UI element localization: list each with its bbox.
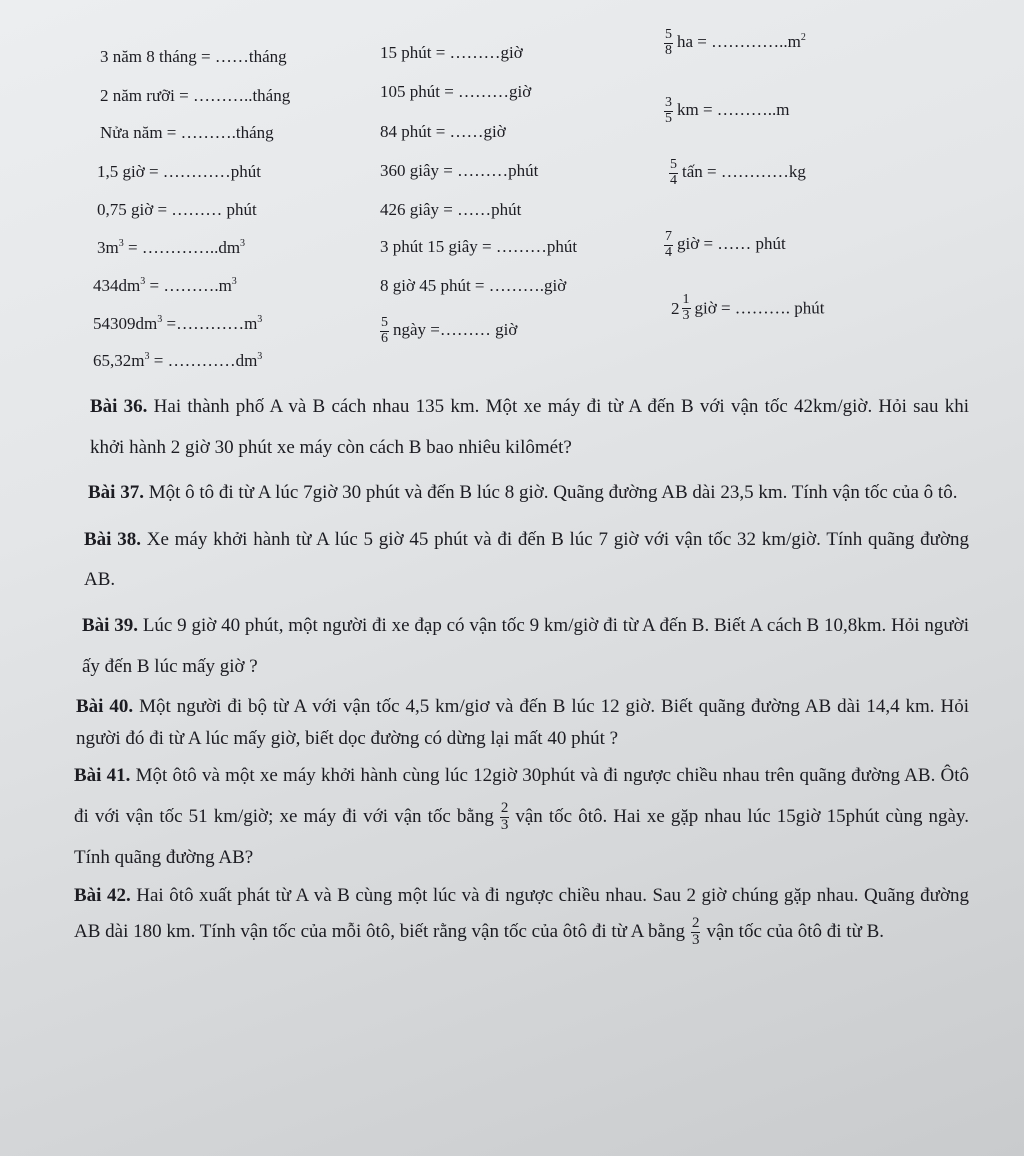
conv-hours-frac: $\frac{7}{4}$ giờ = …… phút bbox=[665, 229, 786, 260]
problem-title: Bài 36. bbox=[90, 396, 148, 417]
conv-km: $\frac{3}{5}$ km = ………..m bbox=[665, 95, 790, 126]
conv-ton: $\frac{5}{4}$ tấn = …………kg bbox=[670, 157, 806, 188]
conv-min-sec: 3 phút 15 giây = ………phút bbox=[380, 237, 578, 256]
problem-41: Bài 41. Một ôtô và một xe máy khởi hành cùng lúc 12giờ 30phút và đi ngược chiều nhau trên quãng đường AB. Ôtô đi với vận tốc 51 km/giờ; xe máy đi với vận tốc bằng $\frac{2}{3}$ vận tốc ôtô. Hai xe gặp nhau lúc 15giờ 15phút cùng ngày. Tính quãng đường AB? bbox=[74, 765, 970, 868]
fraction: $\frac{2}{3}$ bbox=[500, 800, 509, 834]
problem-title: Bài 42. bbox=[74, 885, 131, 906]
conv-days-hours: $\frac{5}{6}$ ngày =……… giờ bbox=[381, 315, 518, 346]
problem-40: Bài 40. Một người đi bộ từ A với vận tốc 4,5 km/giơ và đến B lúc 12 giờ. Biết quãng đường AB dài 14,4 km. Hỏi người đó đi từ A lúc mấy giờ, biết dọc đường có dừng lại mất 40 phút ? bbox=[76, 696, 970, 749]
conv-volume-2: $434dm^3$ = $\dots\dots\dots.m^3$ bbox=[93, 276, 237, 295]
problem-39: Bài 39. Lúc 9 giờ 40 phút, một người đi xe đạp có vận tốc 9 km/giờ đi từ A đến B. Biết A cách B 10,8km. Hỏi người ấy đến B lúc mấy giờ ? bbox=[82, 615, 970, 677]
conv-sec-min-1: 360 giây = ………phút bbox=[380, 161, 539, 180]
conv-volume-3: $54309dm^3$ $=\dots\dots\dots\dots m^3$ bbox=[93, 314, 263, 333]
conv-sec-min-2: 426 giây = ……phút bbox=[380, 200, 522, 219]
conv-hours-min: 8 giờ 45 phút = ……….giờ bbox=[380, 276, 567, 295]
conv-min-hours-1: 15 phút = ………giờ bbox=[380, 43, 523, 62]
conv-volume-1: $3m^3$ = $\dots\dots\dots\dots..dm^3$ bbox=[97, 238, 246, 257]
problem-title: Bài 41. bbox=[74, 765, 131, 786]
fraction: $\frac{2}{3}$ bbox=[691, 915, 700, 949]
problems bbox=[74, 386, 969, 950]
conv-hectare: $\frac{5}{8}$ ha = $\dots\dots\dots\dots..m^2$ bbox=[665, 27, 806, 58]
problem-title: Bài 37. bbox=[88, 482, 144, 503]
problem-title: Bài 40. bbox=[76, 696, 134, 717]
conv-hours-minutes-1: 1,5 giờ = …………phút bbox=[97, 162, 262, 181]
problem-36: Bài 36. Hai thành phố A và B cách nhau 135 km. Một xe máy đi từ A đến B với vận tốc 42km/giờ. Hỏi sau khi khởi hành 2 giờ 30 phút xe máy còn cách B bao nhiêu kilômét? bbox=[90, 396, 969, 458]
conv-volume-4: $65,32m^3$ = $\dots\dots\dots\dots dm^3$ bbox=[93, 351, 263, 370]
conv-min-hours-3: 84 phút = ……giờ bbox=[380, 122, 506, 141]
conv-min-hours-2: 105 phút = ………giờ bbox=[380, 82, 532, 101]
conv-half-year: Nửa năm = ……….tháng bbox=[100, 123, 274, 142]
problem-title: Bài 39. bbox=[82, 615, 139, 636]
conv-mixed-hours: 2 $\frac{1}{3}$ giờ = ………. phút bbox=[671, 292, 825, 323]
problem-37: Bài 37. Một ô tô đi từ A lúc 7giờ 30 phút và đến B lúc 8 giờ. Quãng đường AB dài 23,5 km. Tính vận tốc của ô tô. bbox=[88, 482, 958, 503]
conv-half-years: 2 năm rưỡi = ………..tháng bbox=[100, 86, 291, 105]
problem-title: Bài 38. bbox=[84, 529, 141, 550]
conv-years-months: 3 năm 8 tháng = ……tháng bbox=[100, 47, 287, 66]
problem-38: Bài 38. Xe máy khởi hành từ A lúc 5 giờ 45 phút và đi đến B lúc 7 giờ với vận tốc 32 km/giờ. Tính quãng đường AB. bbox=[84, 529, 970, 590]
problem-42: Bài 42. Hai ôtô xuất phát từ A và B cùng một lúc và đi ngược chiều nhau. Sau 2 giờ chúng gặp nhau. Quãng đường AB dài 180 km. Tính vận tốc của mỗi ôtô, biết rằng vận tốc của ôtô đi từ A bằng $\frac{2}{3}$ vận tốc của ôtô đi từ B. bbox=[74, 885, 970, 949]
conv-hours-minutes-2: 0,75 giờ = ……… phút bbox=[97, 200, 257, 219]
